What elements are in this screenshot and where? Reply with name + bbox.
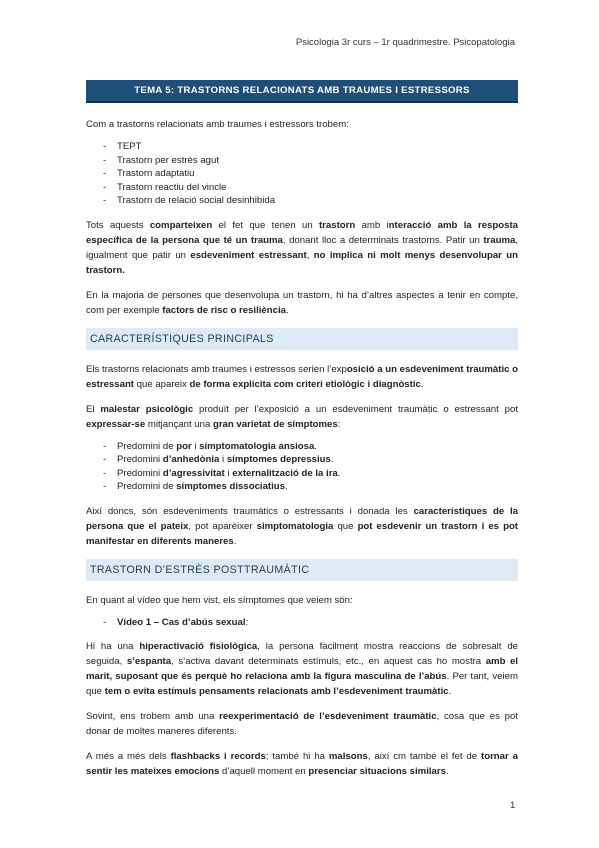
paragraph-hyperarousal: Hi ha una hiperactivació fisiològica, la persona fàcilment mostra reaccions de sobresalt de seguida, s’espanta, s’activa davant determinats estímuls, etc., en aquest cas ho mostra amb el marit, suposant que és perquè ho relaciona amb la figura masculina de l’abús. Per tant, veiem que tem o evita estímuls pensaments relacionats amb l’esdeveniment traumàtic. xyxy=(86,641,519,697)
list-item: - Trastorn reactiu del vincle xyxy=(86,181,518,195)
list-item: - Predomini d’anhedònia i símptomes depressius. xyxy=(86,453,518,467)
paragraph-risk-factors: En la majoria de persones que desenvolupa un trastorn, hi ha d’altres aspectes a tenir en compte, com per exemple factors de risc o resiliència. xyxy=(86,289,518,316)
intro-paragraph: Com a trastorns relacionats amb traumes i estressors trobem: xyxy=(86,119,349,130)
list-item: - Trastorn adaptatiu xyxy=(86,167,518,181)
list-item: - Trastorn per estrès agut xyxy=(86,154,518,168)
symptoms-list xyxy=(86,440,518,494)
paragraph-distress: El malestar psicològic produït per l’exposició a un esdeveniment traumàtic o estressant pot expressar-se mitjançant una gran varietat de símptomes: xyxy=(86,403,518,430)
list-item: - Predomini de símptomes dissociatius. xyxy=(86,480,518,494)
paragraph-video-intro: En quant al vídeo que hem vist, els símptomes que veiem són: xyxy=(86,594,353,606)
page-number: 1 xyxy=(510,800,516,811)
chapter-title: TEMA 5: TRASTORNS RELACIONATS AMB TRAUMES I ESTRESSORS xyxy=(86,80,518,103)
list-item: - Trastorn de relació social desinhibida xyxy=(86,194,518,208)
paragraph-conclusion: Així doncs, són esdeveniments traumàtics o estressants i donada les característiques de la persona que el pateix, pot aparèixer simptomatologia que pot esdevenir un trastorn i es pot manifestar en diferents maneres. xyxy=(86,505,519,547)
video-list xyxy=(86,616,518,630)
paragraph-flashbacks: A més a més dels flashbacks i records; també hi ha malsons, així cm també el fet de tornar a sentir les mateixes emocions d’aquell moment en presenciar situacions similars. xyxy=(86,751,518,777)
running-header: Psicologia 3r curs – 1r quadrimestre. Psicopatologia xyxy=(295,37,515,48)
section-heading-main-features: CARACTERÍSTIQUES PRINCIPALS xyxy=(86,328,518,350)
paragraph-reexperiencing: Sovint, ens trobem amb una reexperimentació de l’esdeveniment traumàtic, cosa que es pot donar de moltes maneres diferents. xyxy=(86,711,519,737)
paragraph-shared-traits: Tots aquests comparteixen el fet que tenen un trastorn amb interacció amb la resposta específica de la persona que té un trauma, donant lloc a determinats trastorns. Patir un trauma, igualment que patir un esdeveniment estressant, no implica ni molt menys desenvolupar un trastorn. xyxy=(86,219,519,276)
list-item: - Predomini de por i símptomatologia ansiosa. xyxy=(86,440,518,454)
list-item: - Predomini d’agressivitat i externalització de la ira. xyxy=(86,467,518,481)
section-heading-ptsd: TRASTORN D’ESTRÈS POSTTRAUMÀTIC xyxy=(86,559,518,581)
list-item: - Vídeo 1 – Cas d’abús sexual: xyxy=(86,616,518,630)
paragraph-exposure: Els trastorns relacionats amb traumes i estressos serien l’exposició a un esdeveniment traumàtic o estressant que apareix de forma explícita com criteri etiològic i diagnòstic. xyxy=(86,363,518,390)
list-item: - TEPT xyxy=(86,140,518,154)
page-body xyxy=(86,80,518,779)
disorders-list xyxy=(86,140,518,208)
